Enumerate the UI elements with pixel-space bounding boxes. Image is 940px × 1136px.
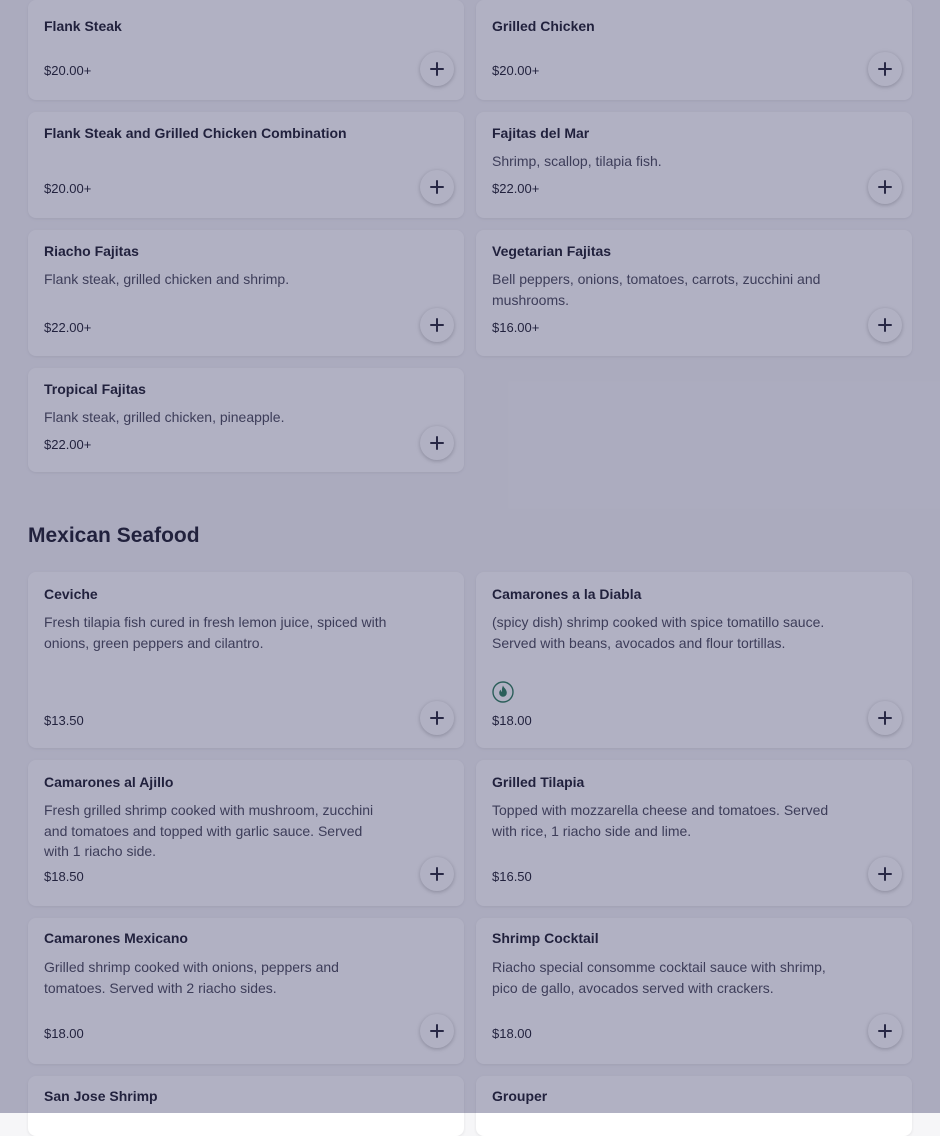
item-name: Grouper [492, 1088, 548, 1104]
item-description: Topped with mozzarella cheese and tomatoes. Served with rice, 1 riacho side and lime. [492, 802, 829, 839]
item-description: Riacho special consomme cocktail sauce with shrimp, pico de gallo, avocados served with crackers. [492, 959, 826, 996]
item-name: Flank Steak and Grilled Chicken Combination [44, 125, 347, 141]
item-description: Grilled shrimp cooked with onions, peppers and tomatoes. Served with 2 riacho sides. [44, 959, 339, 996]
item-name: Camarones Mexicano [44, 930, 188, 946]
item-name: Ceviche [44, 586, 98, 602]
item-price: $18.00 [492, 713, 532, 728]
item-name: Camarones al Ajillo [44, 774, 174, 790]
section-title: Mexican Seafood [28, 524, 200, 547]
item-price: $13.50 [44, 713, 84, 728]
item-price: $20.00+ [492, 63, 540, 78]
item-price: $22.00+ [492, 181, 540, 196]
item-name: Tropical Fajitas [44, 381, 146, 397]
item-name: Fajitas del Mar [492, 125, 590, 141]
item-name: San Jose Shrimp [44, 1088, 158, 1104]
item-description: (spicy dish) shrimp cooked with spice tomatillo sauce. Served with beans, avocados and flour tortillas. [492, 614, 825, 651]
item-price: $18.50 [44, 869, 84, 884]
item-name: Vegetarian Fajitas [492, 243, 612, 259]
item-name: Grilled Chicken [492, 18, 595, 34]
item-name: Camarones a la Diabla [492, 586, 642, 602]
item-price: $16.50 [492, 869, 532, 884]
item-description: Flank steak, grilled chicken and shrimp. [44, 271, 290, 287]
item-price: $20.00+ [44, 181, 92, 196]
item-description: Flank steak, grilled chicken, pineapple. [44, 409, 285, 425]
item-price: $18.00 [44, 1026, 84, 1041]
item-name: Flank Steak [44, 18, 122, 34]
item-description: Bell peppers, onions, tomatoes, carrots, zucchini and mushrooms. [492, 271, 821, 308]
item-name: Shrimp Cocktail [492, 930, 599, 946]
item-description: Fresh grilled shrimp cooked with mushroom, zucchini and tomatoes and topped with garlic sauce. Served with 1 riacho side. [44, 802, 374, 859]
item-price: $22.00+ [44, 437, 92, 452]
item-description: Fresh tilapia fish cured in fresh lemon juice, spiced with onions, green peppers and cilantro. [44, 614, 387, 651]
item-price: $18.00 [492, 1026, 532, 1041]
item-price: $20.00+ [44, 63, 92, 78]
item-price: $16.00+ [492, 320, 540, 335]
item-name: Grilled Tilapia [492, 774, 585, 790]
item-price: $22.00+ [44, 320, 92, 335]
item-description: Shrimp, scallop, tilapia fish. [492, 153, 662, 169]
item-name: Riacho Fajitas [44, 243, 139, 259]
